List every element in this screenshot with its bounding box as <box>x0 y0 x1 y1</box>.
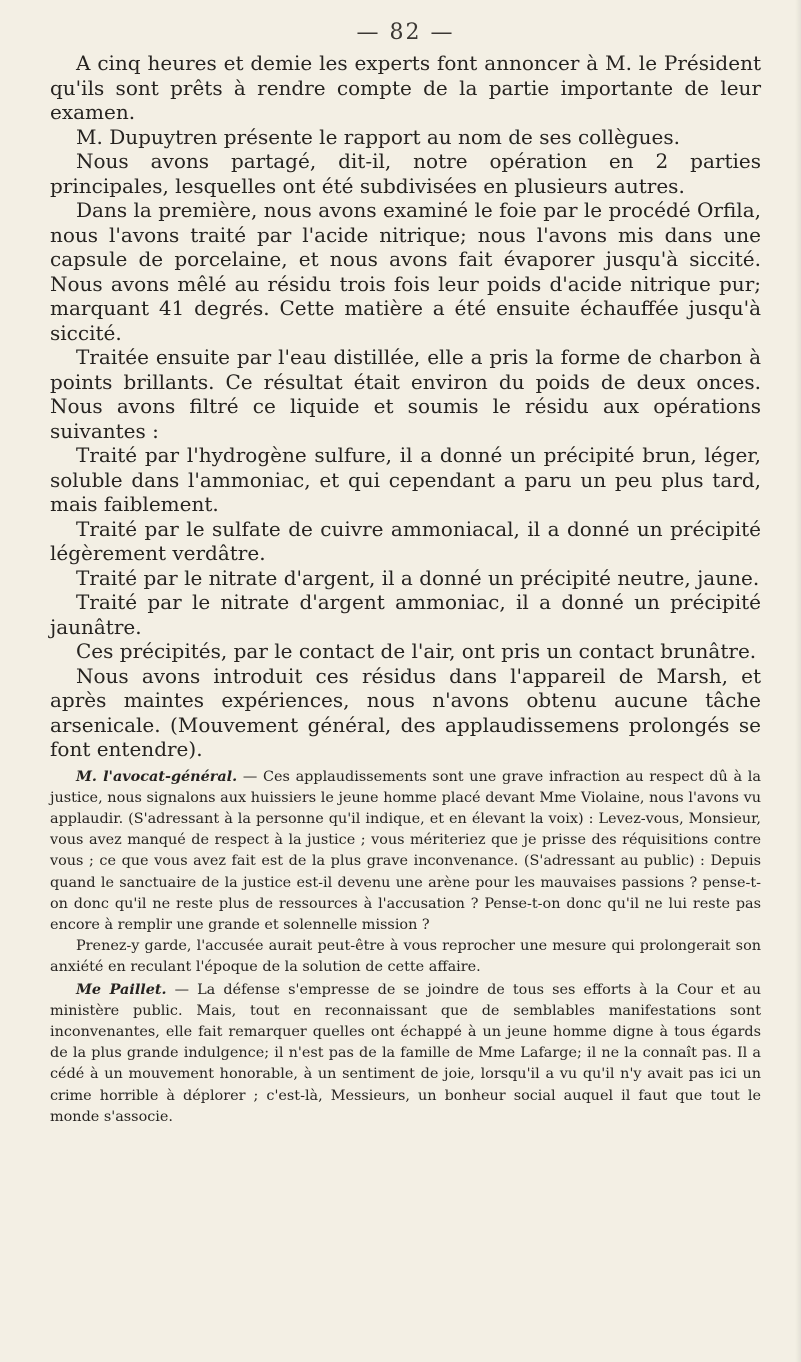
paragraph: Ces précipités, par le contact de l'air, ont pris un contact brunâtre. <box>76 639 757 663</box>
note-paragraph <box>50 766 761 937</box>
speaker-name: M. l'avocat-général. <box>76 767 238 785</box>
paragraph: M. Dupuytren présente le rapport au nom de ses collègues. <box>76 124 680 149</box>
page-number: — 82 — <box>356 20 455 45</box>
note-text: Prenez-y garde, l'accusée aurait peut-être à vous reprocher une mesure qui prolongerait son anxiété en reculant l'époque de la solution de cette affaire. <box>50 938 761 976</box>
note-text: — Ces applaudissements sont une grave infraction au respect dû à la justice, nous signalons aux huissiers le jeune homme placé devant Mme Violaine, nous l'avons vu applaudir. (S'adressant à la personne qu'il indique, et en élevant la voix) : Levez-vous, Monsieur, vous avez manqué de respect à la justice ; vous mériteriez que je prisse des réquisitions contre vous ; ce que vous avez fait est de la plus grave inconvenance. (S'adressant au public) : Depuis quand le sanctuaire de la justice est-il devenu une arène pour les mauvaises passions ? pense-t-on donc qu'il ne reste plus de ressources à l'accusation ? Pense-t-on donc qu'il ne lui reste pas encore à remplir une grande et solennelle mission ? <box>50 768 761 933</box>
paragraph: Nous avons partagé, dit-il, notre opération en 2 parties principales, lesquelles ont été subdivisées en plusieurs autres. <box>50 149 761 198</box>
note-paragraph <box>50 979 761 1128</box>
paragraph: Nous avons introduit ces résidus dans l'appareil de Marsh, et après maintes expériences, nous n'avons obtenu aucune tâche arsenicale. (Mouvement général, des applaudissemens prolongés se font entendre). <box>50 663 761 761</box>
paragraph: A cinq heures et demie les experts font annoncer à M. le Président qu'ils sont prêts à rendre compte de la partie importante de leur examen. <box>50 51 761 124</box>
page-edge-shadow <box>795 0 801 1362</box>
paragraph: Traité par le sulfate de cuivre ammoniacal, il a donné un précipité légèrement verdâtre. <box>50 516 761 565</box>
transcript-notes <box>50 766 761 1128</box>
paragraph: Traitée ensuite par l'eau distillée, elle a pris la forme de charbon à points brillants. Ce résultat était environ du poids de deux onces. Nous avons filtré ce liquide et soumis le résidu aux opérations suivantes : <box>50 345 761 443</box>
speaker-name: Me Paillet. <box>76 980 167 998</box>
main-text <box>50 51 761 762</box>
paragraph: Traité par le nitrate d'argent, il a donné un précipité neutre, jaune. <box>76 565 760 590</box>
paragraph: Traité par l'hydrogène sulfure, il a donné un précipité brun, léger, soluble dans l'ammoniac, et qui cependant a paru un peu plus tard, mais faiblement. <box>50 443 761 516</box>
note-paragraph <box>50 936 761 978</box>
note-text: — La défense s'empresse de se joindre de tous ses efforts à la Cour et au ministère public. Mais, tout en reconnaissant que de semblables manifestations sont inconvenantes, elle fait remarquer quelles ont échappé à un jeune homme digne à tous égards de la plus grande indulgence; il n'est pas de la famille de Mme Lafarge; il ne la connaît pas. Il a cédé à un mouvement honorable, à un sentiment de joie, lorsqu'il a vu qu'il n'y avait pas ici un crime horrible à déplorer ; c'est-là, Messieurs, un bonheur social auquel il faut que tout le monde s'associe. <box>50 981 761 1125</box>
paragraph: Dans la première, nous avons examiné le foie par le procédé Orfila, nous l'avons traité par l'acide nitrique; nous l'avons mis dans une capsule de porcelaine, et nous avons fait évaporer jusqu'à siccité. Nous avons mêlé au résidu trois fois leur poids d'acide nitrique pur; marquant 41 degrés. Cette matière a été ensuite échauffée jusqu'à siccité. <box>50 198 761 345</box>
paragraph: Traité par le nitrate d'argent ammoniac, il a donné un précipité jaunâtre. <box>50 590 761 639</box>
